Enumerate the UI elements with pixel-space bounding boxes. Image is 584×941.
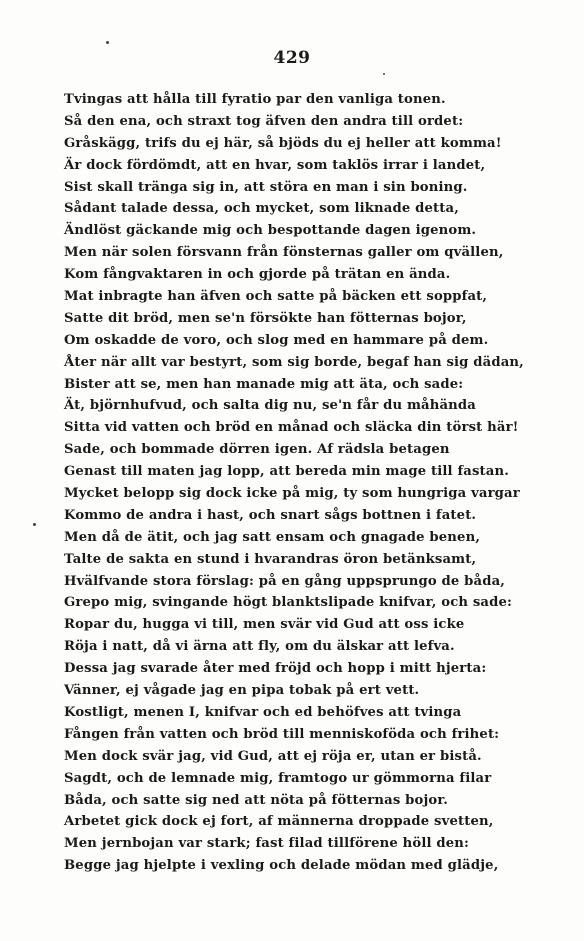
verse-line: Fången från vatten och bröd till menniskoföda och frihet: (64, 726, 500, 742)
verse-line: Mat inbragte han äfven och satte på bäcken ett soppfat, (64, 289, 488, 305)
verse-line: Grepo mig, svingande högt blanktslipade knifvar, och sade: (64, 595, 513, 611)
verse-line: Sist skall tränga sig in, att störa en man i sin boning. (64, 179, 468, 195)
verse-line: Kostligt, menen I, knifvar och ed behöfves att tvinga (64, 704, 462, 720)
verse-line: Mycket belopp sig dock icke på mig, ty som hungriga vargar (64, 486, 520, 502)
verse-line: Om oskadde de voro, och slog med en hammare på dem. (64, 332, 489, 348)
ink-speck (383, 73, 385, 75)
verse-line: Men jernbojan var stark; fast filad tillförene höll den: (64, 836, 470, 852)
verse-line: Sagdt, och de lemnade mig, framtogo ur gömmorna filar (64, 770, 492, 786)
verse-line: Sådant talade dessa, och mycket, som liknade detta, (64, 201, 459, 217)
verse-line: Men när solen försvann från fönsternas galler om qvällen, (64, 245, 504, 261)
verse-line: Röja i natt, då vi ärna att fly, om du älskar att lefva. (64, 639, 455, 655)
verse-line: Kom fångvaktaren in och gjorde på trätan en ända. (64, 267, 451, 283)
verse-line: Dessa jag svarade åter med fröjd och hopp i mitt hjerta: (64, 661, 487, 677)
page-number: 429 (273, 48, 311, 68)
verse-line: Så den ena, och straxt tog äfven den andra till ordet: (64, 113, 464, 129)
verse-line: Sade, och bommade dörren igen. Af rädsla betagen (64, 442, 450, 458)
verse-line: Ropar du, hugga vi till, men svär vid Gud att oss icke (64, 617, 465, 633)
verse-line: Bister att se, men han manade mig att äta, och sade: (64, 376, 464, 392)
verse-line: Arbetet gick dock ej fort, af männerna droppade svetten, (64, 814, 494, 830)
verse-text (64, 89, 554, 877)
verse-line: Kommo de andra i hast, och snart sågs bottnen i fatet. (64, 507, 477, 523)
verse-line: Åter när allt var bestyrt, som sig borde, begaf han sig dädan, (64, 354, 524, 370)
verse-line: Tvingas att hålla till fyratio par den vanliga tonen. (64, 92, 446, 107)
verse-line: Genast till maten jag lopp, att bereda min mage till fastan. (64, 464, 509, 480)
verse-line: Sitta vid vatten och bröd en månad och släcka din törst här! (64, 420, 519, 436)
ink-speck (106, 41, 109, 44)
verse-line: Begge jag hjelpte i vexling och delade mödan med glädje, (64, 858, 499, 874)
verse-line: Båda, och satte sig ned att nöta på fötternas bojor. (64, 792, 448, 808)
verse-line: Är dock fördömdt, att en hvar, som taklös irrar i landet, (64, 157, 486, 173)
verse-line: Hvälfvande stora förslag: på en gång uppsprungo de båda, (64, 573, 506, 589)
verse-line: Men dock svär jag, vid Gud, att ej röja er, utan er bistå. (64, 748, 482, 764)
verse-line: Talte de sakta en stund i hvarandras öron betänksamt, (64, 551, 477, 567)
ink-speck (33, 523, 36, 526)
verse-line: Ändlöst gäckande mig och bespottande dagen igenom. (64, 223, 477, 239)
verse-line: Men då de ätit, och jag satt ensam och gnagade benen, (64, 529, 481, 545)
verse-line: Vänner, ej vågade jag en pipa tobak på ert vett. (64, 683, 420, 699)
verse-line: Satte dit bröd, men se'n försökte han fötternas bojor, (64, 310, 467, 326)
verse-line: Gråskägg, trifs du ej här, så bjöds du ej heller att komma! (64, 135, 502, 151)
verse-line: Ät, björnhufvud, och salta dig nu, se'n får du måhända (64, 398, 476, 414)
